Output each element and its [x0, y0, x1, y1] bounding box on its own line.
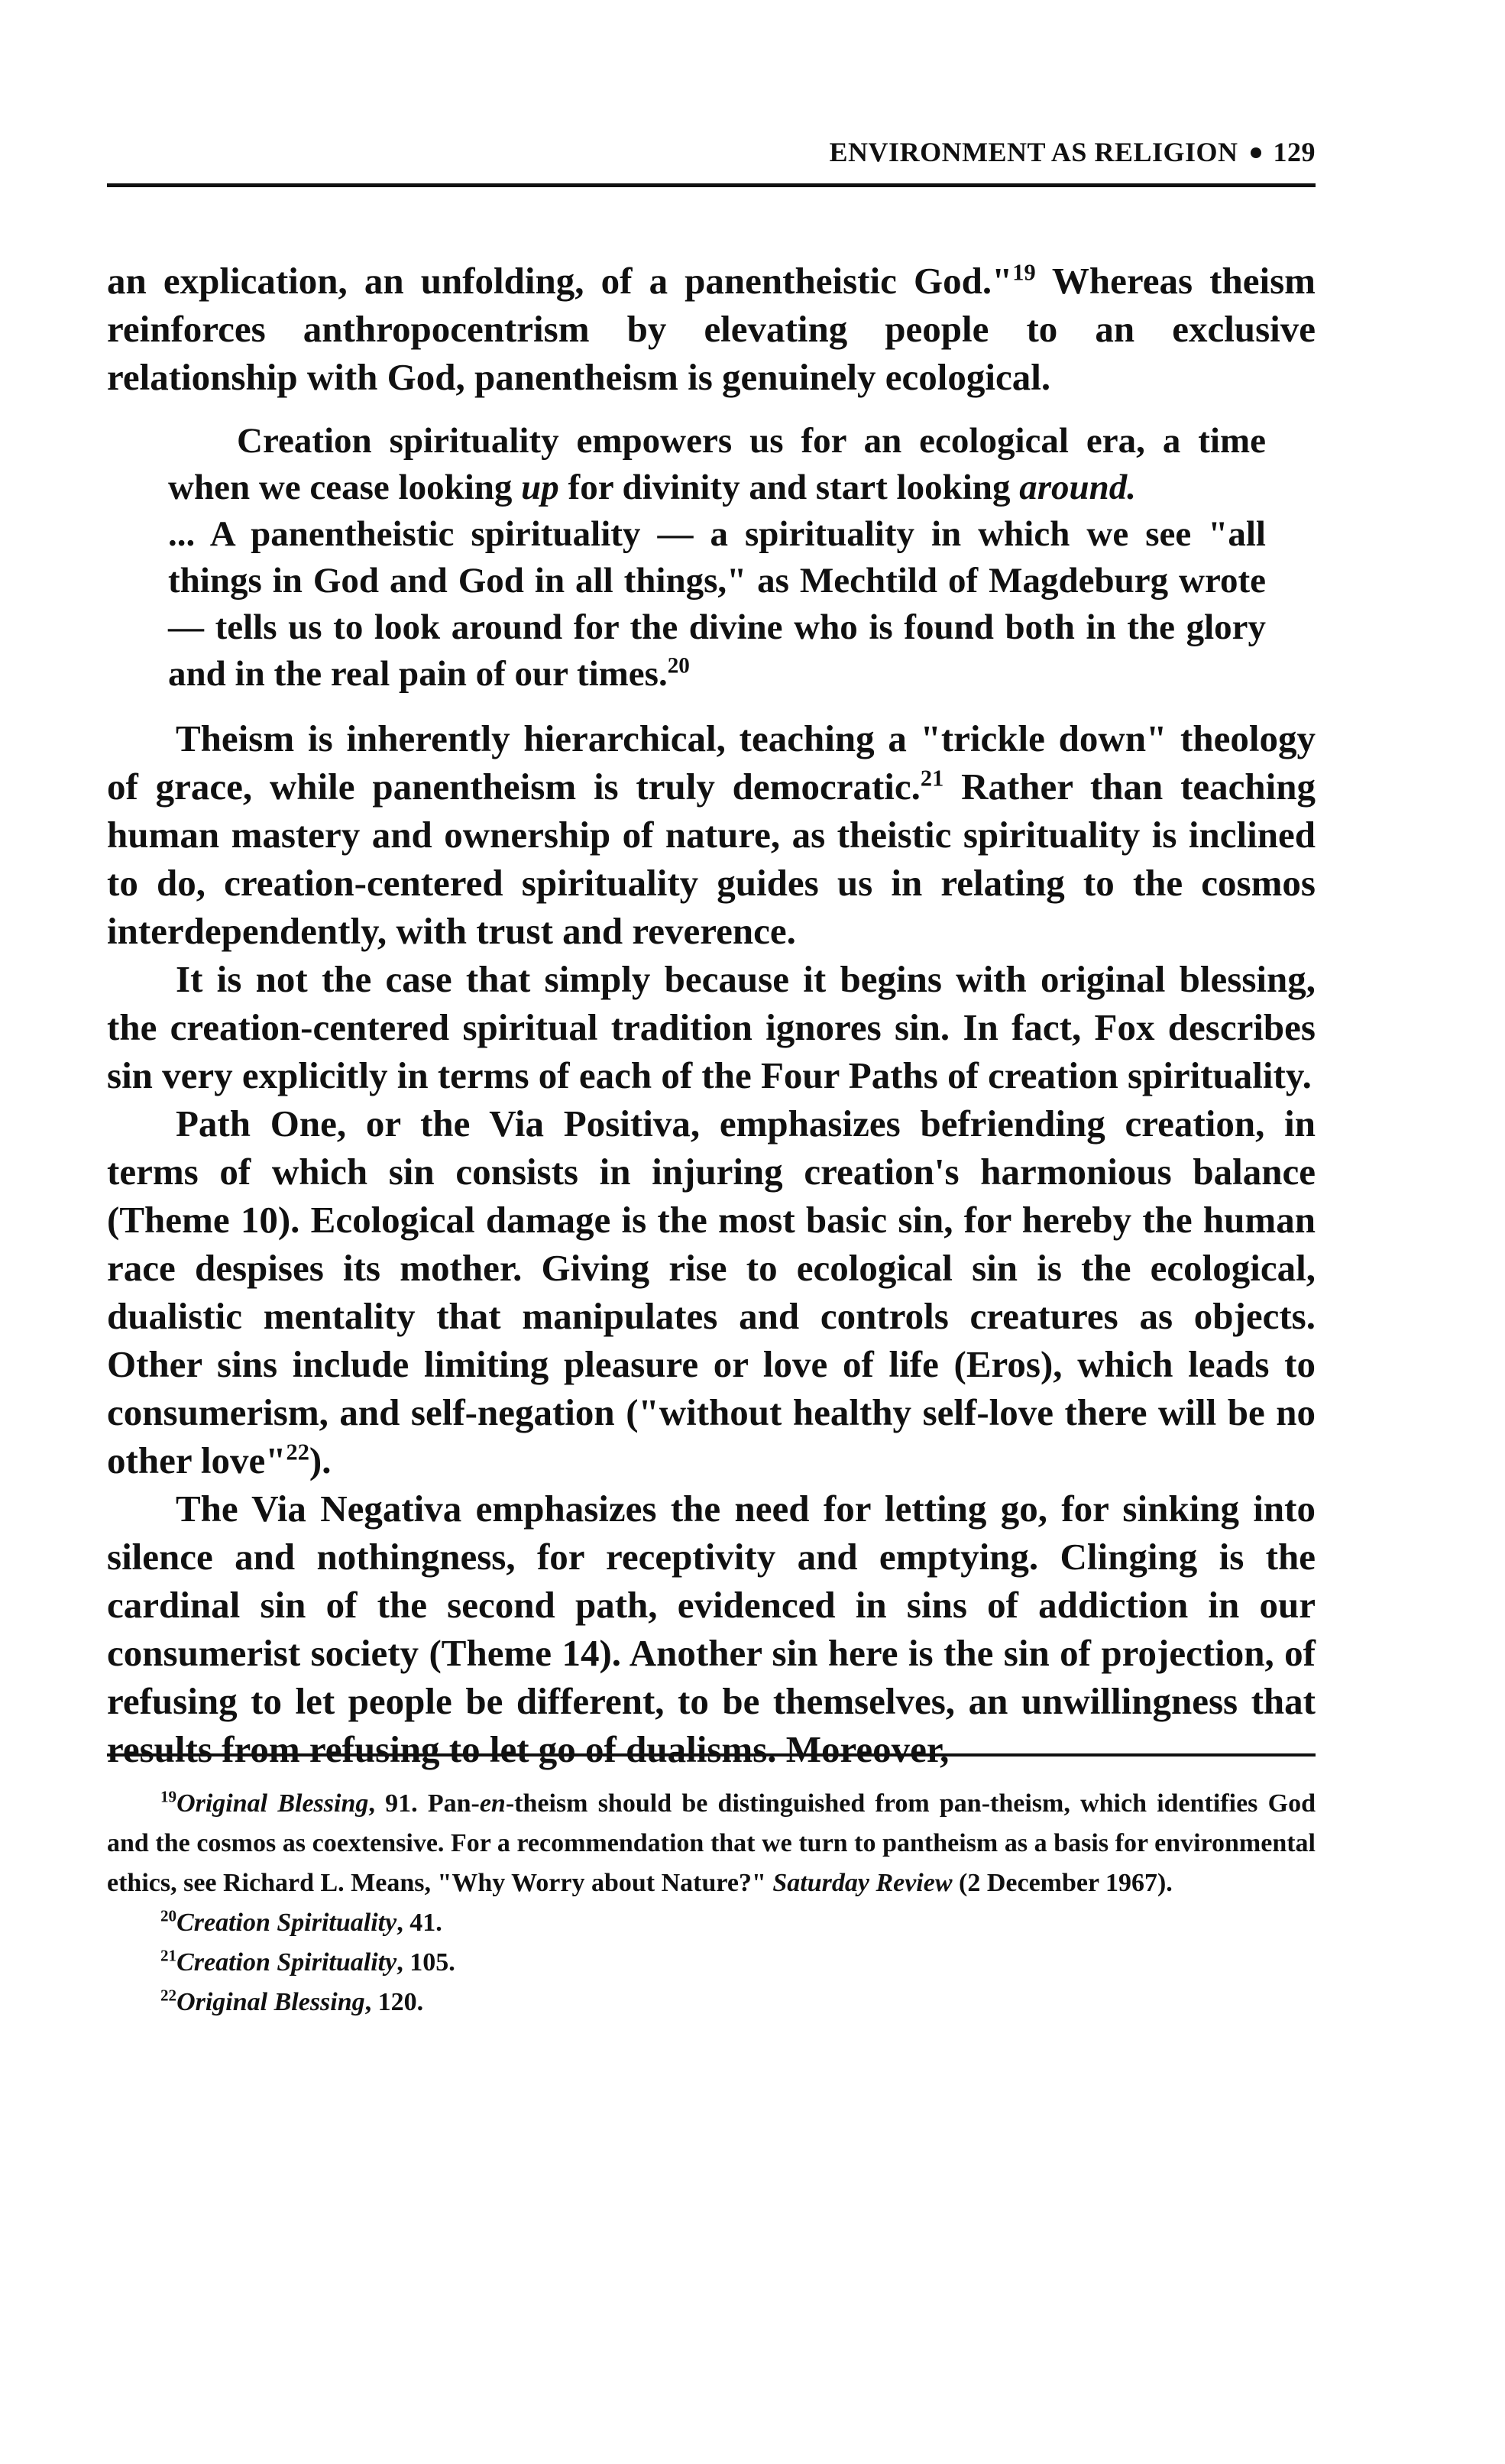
paragraph-4: Path One, or the Via Positiva, emphasizes befriending creation, in terms of which sin consists in injuring creation's harmonious balance (Theme 10). Ecological damage is the most basic sin, for hereby the human race despises its mother. Giving rise to ecological sin is the ecological, dualistic mentality that manipulates and controls creatures as objects. Other sins include limiting pleasure or love of life (Eros), which leads to consumerism, and self-negation ("without healthy self-love there will be no other love"$^{22}$).	[107, 1102, 1316, 1481]
bullet-icon	[1251, 147, 1261, 158]
footnote-ref-21: 21	[920, 765, 944, 792]
running-head	[107, 136, 1316, 168]
quote-paragraph: Creation spirituality empowers us for an ecological era, a time when we cease looking up for divinity and start looking around.	[168, 421, 1266, 507]
main-text	[107, 257, 1316, 1773]
footnote-21: $^{21}$Creation Spirituality, 105.	[160, 1946, 455, 1977]
footnote-rule	[107, 1753, 1316, 1757]
paragraph-1: an explication, an unfolding, of a panentheistic God."$^{19}$ Whereas theism reinforces anthropocentrism by elevating people to an exclusive relationship with God, panentheism is genuinely ecological.	[107, 259, 1316, 398]
header-rule	[107, 183, 1316, 187]
block-quote	[168, 418, 1266, 698]
paragraph-3: It is not the case that simply because it begins with original blessing, the creation-centered spiritual tradition ignores sin. In fact, Fox describes sin very explicitly in terms of each of the Four Paths of creation spirituality.	[107, 958, 1316, 1096]
paragraph-2: Theism is inherently hierarchical, teaching a "trickle down" theology of grace, while panentheism is truly democratic.$^{21}$ Rather than teaching human mastery and ownership of nature, as theistic spirituality is inclined to do, creation-centered spirituality guides us in relating to the cosmos interdependently, with trust and reverence.	[107, 717, 1316, 952]
page-number: 129	[1273, 137, 1316, 167]
footnotes	[107, 1784, 1316, 2022]
quote-continuation: ... A panentheistic spirituality — a spirituality in which we see "all things in God and God in all things," as Mechtild of Magdeburg wrote — tells us to look around for the divine who is found both in the glory and in the real pain of our times.$^{20}$	[168, 514, 1266, 694]
footnote-22: $^{22}$Original Blessing, 120.	[160, 1986, 424, 2016]
footnote-19: $^{19}$Original Blessing, 91. Pan-en-theism should be distinguished from pan-theism, which identifies God and the cosmos as coextensive. For a recommendation that we turn to pantheism as a basis for environmental ethics, see Richard L. Means, "Why Worry about Nature?" Saturday Review (2 December 1967).	[107, 1787, 1316, 1897]
footnote-ref-22: 22	[286, 1439, 309, 1465]
footnote-ref-19: 19	[1012, 259, 1036, 286]
paragraph-5: The Via Negativa emphasizes the need for letting go, for sinking into silence and nothingness, for receptivity and emptying. Clinging is the cardinal sin of the second path, evidenced in sins of addiction in our consumerist society (Theme 14). Another sin here is the sin of projection, of refusing to let people be different, to be themselves, an unwillingness that results from refusing to let go of dualisms. Moreover,	[107, 1488, 1316, 1770]
footnote-20: $^{20}$Creation Spirituality, 41.	[160, 1906, 442, 1937]
footnote-ref-20: 20	[667, 653, 690, 678]
running-head-title: ENVIRONMENT AS RELIGION	[829, 137, 1238, 167]
